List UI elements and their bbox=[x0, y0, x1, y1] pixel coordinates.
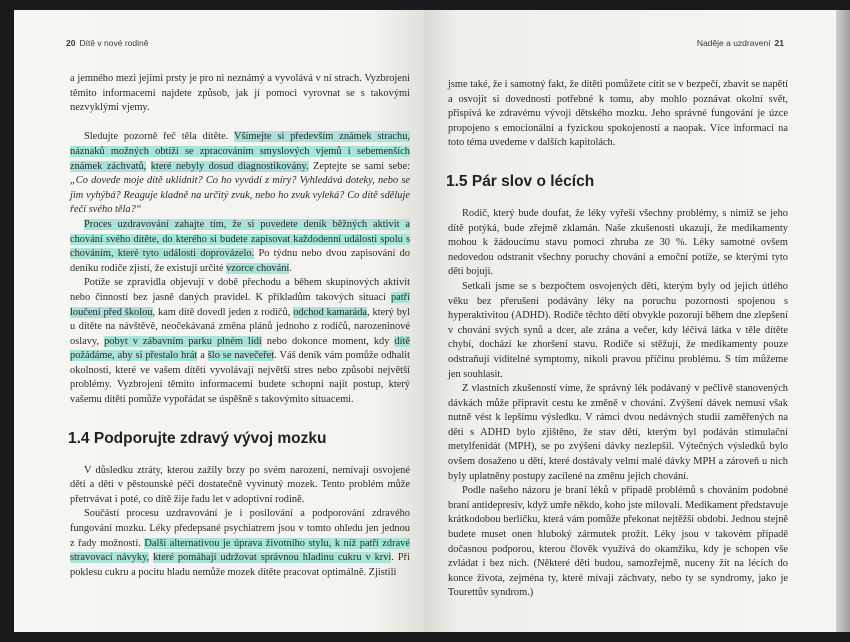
running-header-right bbox=[697, 38, 788, 48]
highlight: pobyt v zábavním parku plném lidí bbox=[104, 335, 262, 347]
paragraph: Sledujte pozorně řeč těla dítěte. Všímejte si především známek strachu, náznaků možných obtíží se zpracováním smyslových vjemů i sebemenších známek záchvatů, které nebyly dosud diagnostikovány. Zeptejte se sami sebe: „Co dovede moje dítě uklidnit? Co ho vyvádí z míry? Vyhledává doteky, nebo se jim vyhýbá? Reaguje kladně na určitý zvuk, nebo ho zvuk vyleká? Co dítě sděluje řečí svého těla?“ bbox=[70, 131, 410, 216]
paragraph: a jemného mezi jejími prsty je pro ni neznámý a vyvolává v ní strach. Vyzbrojeni těmito informacemi najdete způsob, jak jí pomoci vyrovnat se s takovými nezvyklými vjemy. bbox=[70, 73, 410, 114]
paragraph: Rodič, který bude doufat, že léky vyřeší všechny problémy, s nimiž se jeho dítě potýká, bude zřejmě zklamán. Naše zkušenosti ukazují, že medikamenty mohou k žádoucímu stavu pomoci zhruba ze 30 %. Léky samotné ovšem nedovedou odstranit všechny poruchy chování a emoční potíže, se kterými tyto děti bojují. bbox=[448, 207, 788, 278]
paragraph: Součástí procesu uzdravování je i posilování a podporování zdravého fungování mozku. Léky předepsané psychiatrem jsou v tomto ohledu jen jednou z řady možností. Další alternativou je úprava životního stylu, k níž patří zdravé stravovací návyky, které pomáhají udržovat správnou hladinu cukru v krvi. Při poklesu cukru a pocitu hladu nemůže mozek dítěte pracovat optimálně. Zjistili bbox=[70, 508, 410, 578]
highlight: Další alternativou je úprava životního stylu, k níž patří zdravé stravovací návyky, bbox=[70, 537, 410, 564]
highlight: které nebyly dosud diagnostikovány. bbox=[150, 160, 309, 172]
paragraph: Proces uzdravování zahajte tím, že si povedete deník běžných aktivit a chování svého dítěte, do kterého si budete zapisovat každodenní události spolu s chováním, které tyto události doprovázelo. Po týdnu nebo dvou zapisování do deníku rodiče zjistí, že existují určité vzorce chování. bbox=[70, 218, 410, 274]
highlight: Proces uzdravování zahajte tím, že si povedete deník běžných aktivit a chování svého dítěte, do kterého si budete zapisovat každodenní události spolu s chováním, které tyto události doprovázelo. bbox=[70, 218, 410, 260]
paragraph: Potíže se zpravidla objevují v době přechodu a během skupinových aktivit nebo činností bez jasně daných pravidel. K příkladům takových situací patří loučení před školou, kam dítě dovedl jeden z rodičů, odchod kamaráda, který byl u dítěte na návštěvě, neočekávaná změna plánů jednoho z rodičů, narozeninové oslavy, pobyt v zábavním parku plném lidí nebo dokonce moment, kdy dítě požádáme, aby si přestalo hrát a šlo se navečeřet. Váš deník vám pomůže odhalit okolnosti, které ve vašem dítěti vyvolávají největší stres nebo způsobí největší problémy. Vyzbrojeni těmito informacemi budete schopni najít postup, který vašemu dítěti pomůže vypořádat se úspěšně s takovýmito situacemi. bbox=[70, 277, 411, 406]
right-page bbox=[424, 10, 836, 632]
highlight: které pomáhají udržovat správnou hladinu cukru v krvi bbox=[153, 552, 392, 564]
running-title: Naděje a uzdravení bbox=[696, 38, 771, 48]
left-body-text bbox=[70, 72, 410, 580]
highlight: odchod kamaráda bbox=[293, 306, 368, 318]
page-edge bbox=[836, 10, 850, 632]
page-number: 20 bbox=[66, 38, 76, 48]
highlight: patří loučení před školou bbox=[70, 291, 410, 318]
section-heading: 1.5 Pár slov o lécích bbox=[446, 172, 595, 190]
right-body-text bbox=[448, 78, 788, 601]
paragraph: Setkali jsme se s bezpočtem osvojených dětí, kterým byly od jejich útlého věku bez přerušení podávány léky na poruchu pozornosti spojenou s hyperaktivitou (ADHD). Rodiče těchto dětí obvykle pozorují během dne zlepšení v chování svých synů a dcer, ale zrána a večer, kdy léčivá látka v těle dítěte chybí, dochází ke zhoršení stavu. Rodiče si stěžují, že medikamenty pouze odstraňují viditelné symptomy, nikoli pravou příčinu problému. S tím můžeme jen souhlasit. bbox=[448, 280, 788, 380]
paragraph: V důsledku ztráty, kterou zažily brzy po svém narození, nemívají osvojené děti a děti v pěstounské péči dostatečně vyvinutý mozek. Tento problém může přetrvávat i poté, co dítě žije řadu let v adoptivní rodině. bbox=[70, 464, 410, 505]
highlight: šlo se navečeřet bbox=[207, 350, 275, 362]
paragraph: Podle našeho názoru je braní léků v případě problémů s chováním podobné braní antidepresiv, když umře někdo, koho jste milovali. Medikament představuje krátkodobou berličku, která vám pomůže překonat nejtěžší období. Jednou stejně budete muset onen hluboký zármutek prožít. Léky jsou v takovém případě dočasnou podporou, kterou člověk využívá do okamžiku, kdy je schopen vše zvládat i bez nich. (Některé děti budou, samozřejmě, nuceny žít na lécích do konce života, zejména ty, které mívají záchvaty, nebo ty se syndromy, jako je Tourettův syndrom.) bbox=[448, 485, 788, 599]
highlight: Všímejte si především známek strachu, náznaků možných obtíží se zpracováním smyslových vjemů i sebemenších známek záchvatů, bbox=[70, 131, 410, 172]
section-heading: 1.4 Podporujte zdravý vývoj mozku bbox=[68, 429, 327, 447]
running-title: Dítě v nové rodině bbox=[79, 38, 149, 48]
highlight: vzorce chování bbox=[226, 262, 290, 274]
left-page bbox=[14, 10, 424, 632]
running-header-left bbox=[62, 38, 148, 48]
highlight: dítě požádáme, aby si přestalo hrát bbox=[70, 335, 411, 362]
paragraph: Z vlastních zkušeností víme, že správný lék podávaný v pečlivě stanovených dávkách může připravit cestu ke změně v chování. Zvýšení dávek nemusí však nutně vést k lepšímu výsledku. V rámci dvou nedávných studií zaměřených na děti s ADHD bylo zjištěno, že stav dětí, kterým byl podáván stimulační metylfenidát (MPH), se po zvýšení dávky nezlepšil. Výtečných výsledků bylo ovšem dosaženo u dětí, které dostávaly velmi malé dávky MPH a zároveň u nich byly uplatněny postupy zacílené na změnu jejich chování. bbox=[448, 383, 788, 482]
page-number: 21 bbox=[774, 38, 784, 48]
paragraph: jsme také, že i samotný fakt, že dítěti pomůžete cítit se v bezpečí, zbavit se napětí a osvojit si dovednosti potřebné k tomu, aby mohlo poznávat okolní svět, přispívá ke zdravému vývoji dětského mozku. Jeho správné fungování je úzce propojeno s emocionální a fyzickou spokojeností a naopak. Více informací na toto téma uvedeme v dalších kapitolách. bbox=[448, 79, 788, 149]
